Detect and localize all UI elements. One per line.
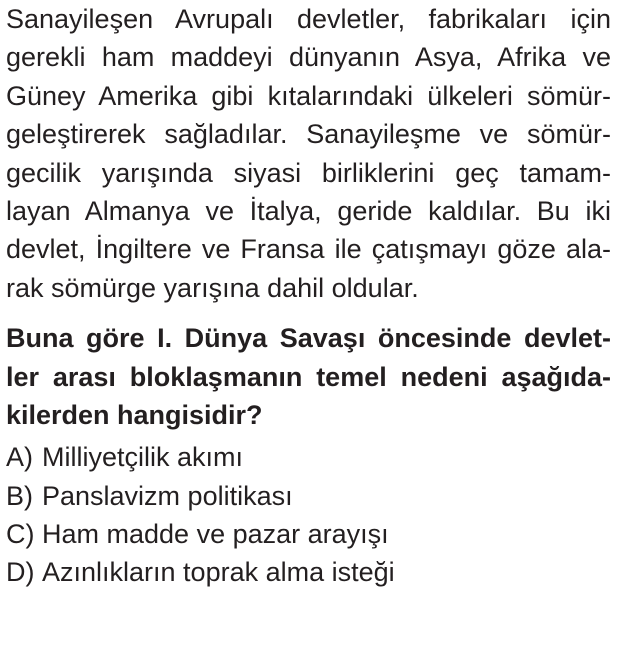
option-letter: B) <box>6 480 33 511</box>
passage-line: gerekli ham maddeyi dünyanın Asya, Afrika ve <box>6 42 611 73</box>
option-letter: D) <box>6 557 35 588</box>
option-text: Panslavizm politikası <box>42 480 293 511</box>
question-line: ler arası bloklaşmanın temel nedeni aşağıda- <box>6 361 611 392</box>
passage-line: rak sömürge yarışına dahil oldular. <box>6 272 419 303</box>
option-letter: C) <box>6 519 35 550</box>
question-line: Buna göre I. Dünya Savaşı öncesinde devlet- <box>6 323 611 354</box>
passage-line: devlet, İngiltere ve Fransa ile çatışmayı göze ala- <box>6 234 611 265</box>
answer-options <box>6 438 611 592</box>
passage-text <box>6 0 611 307</box>
passage-line: geleştirerek sağladılar. Sanayileşme ve sömür- <box>6 119 611 150</box>
passage-line: Güney Amerika gibi kıtalarındaki ülkeleri sömür- <box>6 80 611 111</box>
passage-line: gecilik yarışında siyasi birliklerini geç tamam- <box>6 157 611 188</box>
option-c[interactable] <box>6 515 611 553</box>
option-text: Milliyetçilik akımı <box>42 442 244 473</box>
question-block <box>6 0 611 592</box>
option-d[interactable] <box>6 553 611 591</box>
option-a[interactable] <box>6 438 611 476</box>
question-stem <box>6 319 611 434</box>
question-line: kilerden hangisidir? <box>6 399 263 430</box>
option-text: Azınlıkların toprak alma isteği <box>42 557 395 588</box>
option-letter: A) <box>6 442 33 473</box>
passage-line: Sanayileşen Avrupalı devletler, fabrikaları için <box>6 4 611 34</box>
option-b[interactable] <box>6 477 611 515</box>
option-text: Ham madde ve pazar arayışı <box>42 519 389 550</box>
passage-line: layan Almanya ve İtalya, geride kaldılar. Bu iki <box>6 195 611 226</box>
